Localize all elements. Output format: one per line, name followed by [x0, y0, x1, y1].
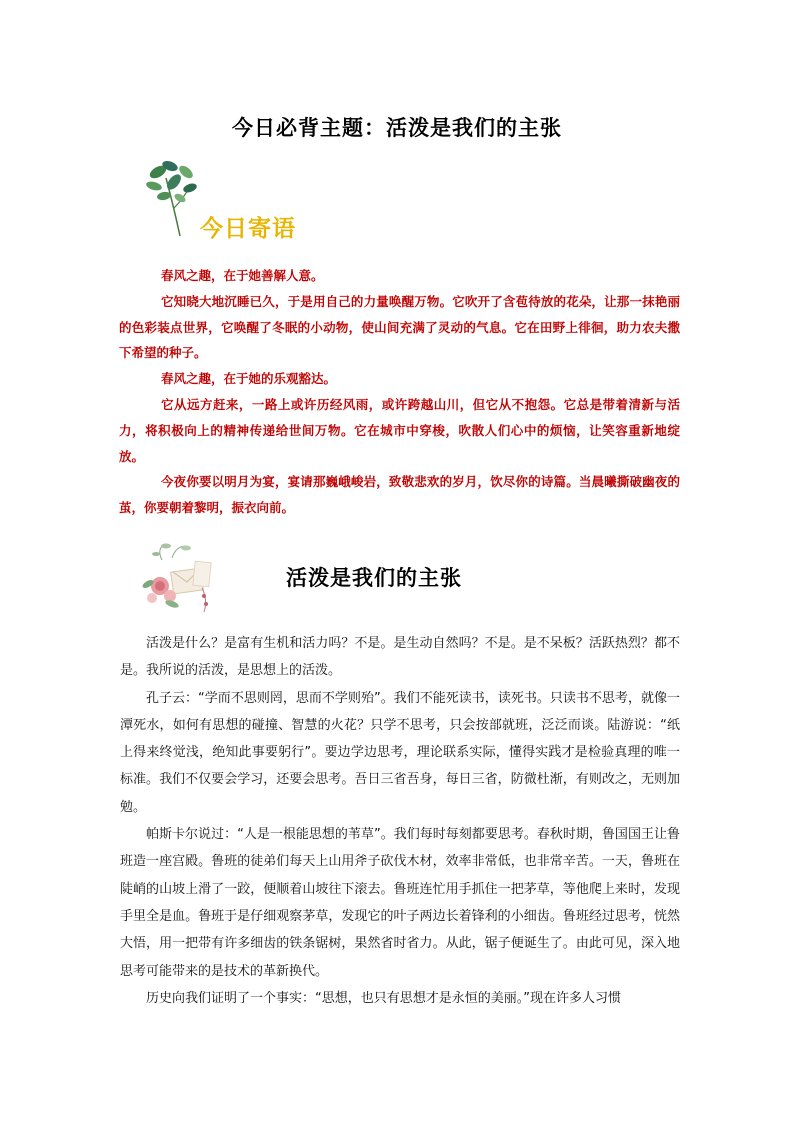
message-paragraph: 它知晓大地沉睡已久，于是用自己的力量唤醒万物。它吹开了含苞待放的花朵，让那一抹艳丽的色彩装点世界，它唤醒了冬眠的小动物，使山间充满了灵动的气息。它在田野上徘徊，助力农夫撒下希望的种子。 [119, 293, 680, 361]
essay-body [120, 630, 680, 1012]
section-heading-today-message: 今日寄语 [200, 216, 296, 242]
section-heading-liveliness: 活泼是我们的主张 [286, 566, 462, 590]
message-paragraph: 春风之趣，在于她的乐观豁达。 [161, 371, 337, 387]
message-paragraph: 它从远方赶来，一路上或许历经风雨，或许跨越山川，但它从不抱怨。它总是带着清新与活力，将积极向上的精神传递给世间万物。它在城市中穿梭，吹散人们心中的烦恼，让笑容重新地绽放。 [119, 396, 680, 464]
essay-paragraph: 孔子云：“学而不思则罔，思而不学则殆”。我们不能死读书，读死书。只读书不思考，就像一潭死水，如何有思想的碰撞、智慧的火花？只学不思考，只会按部就班，泛泛而谈。陆游说：“纸上得来终觉浅，绝知此事要躬行”。要边学边思考，理论联系实际，懂得实践才是检验真理的唯一标准。我们不仅要会学习，还要会思考。吾日三省吾身，每日三省，防微杜渐，有则改之，无则加勉。 [120, 690, 680, 815]
essay-paragraph: 活泼是什么？是富有生机和活力吗？不是。是生动自然吗？不是。是不呆板？活跃热烈？都不是。我所说的活泼，是思想上的活泼。 [120, 636, 680, 679]
essay-paragraph: 帕斯卡尔说过：“人是一根能思想的苇草”。我们每时每刻都要思考。春秋时期，鲁国国王让鲁班造一座宫殿。鲁班的徒弟们每天上山用斧子砍伐木材，效率非常低，也非常辛苦。一天，鲁班在陡峭的山坡上滑了一跤，便顺着山坡往下滚去。鲁班连忙用手抓住一把茅草，等他爬上来时，发现手里全是血。鲁班于是仔细观察茅草，发现它的叶子两边长着锋利的小细齿。鲁班经过思考，恍然大悟，用一把带有许多细齿的铁条锯树，果然省时省力。从此，锯子便诞生了。由此可见，深入地思考可能带来的是技术的革新换代。 [120, 827, 680, 979]
today-message-block [119, 263, 680, 521]
message-paragraph: 今夜你要以明月为宴，宴请那巍峨峻岩，致敬悲欢的岁月，饮尽你的诗篇。当晨曦撕破幽夜的茧，你要朝着黎明，振衣向前。 [119, 474, 680, 516]
essay-paragraph: 历史向我们证明了一个事实：“思想，也只有思想才是永恒的美丽。”现在许多人习惯 [146, 990, 621, 1006]
green-leaf-branch-icon [144, 158, 200, 238]
message-paragraph: 春风之趣，在于她善解人意。 [161, 268, 324, 283]
flower-envelope-decoration-icon [142, 540, 220, 616]
page-title: 今日必背主题：活泼是我们的主张 [232, 115, 562, 140]
